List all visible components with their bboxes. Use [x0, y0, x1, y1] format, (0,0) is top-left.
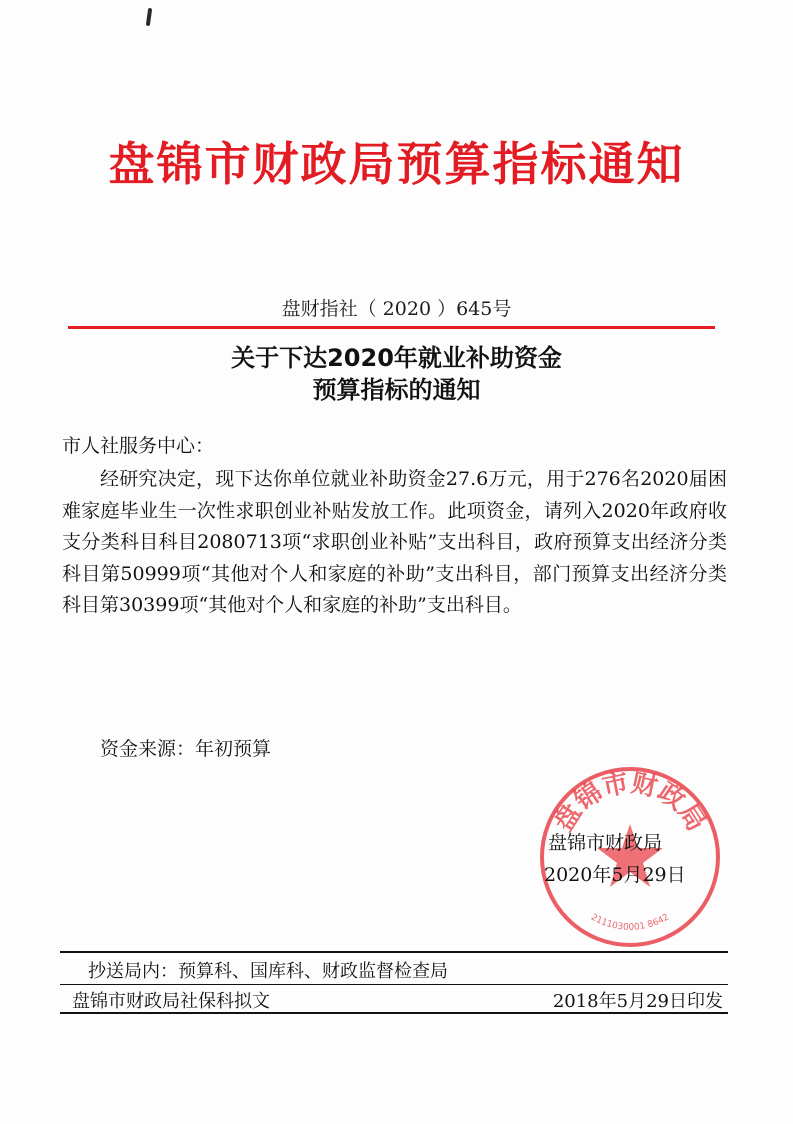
footer-divider-top	[60, 951, 728, 953]
scan-speck	[146, 8, 152, 26]
svg-text:2111030001 8642	[589, 913, 671, 933]
drafter-line: 盘锦市财政局社保科拟文	[72, 991, 270, 1012]
body-paragraph: 经研究决定，现下达你单位就业补助资金27.6万元，用于276名2020届困难家庭毕业生一次性求职创业补贴发放工作。此项资金，请列入2020年政府收支分类科目科目2080713项“求职创业补贴”支出科目，政府预算支出经济分类科目第50999项“其他对个人和家庭的补助”支出科目，部门预算支出经济分类科目第30399项“其他对个人和家庭的补助”支出科目。	[62, 468, 727, 616]
document-number: 盘财指社（ 2020 ）645号	[281, 298, 512, 320]
seal-text: 盘锦市财政局	[548, 768, 712, 837]
footer-divider-middle	[60, 984, 728, 985]
subject-line-1: 关于下达2020年就业补助资金	[231, 344, 562, 372]
cc-distribution: 抄送局内：预算科、国库科、财政监督检查局	[88, 961, 448, 982]
signature-date: 2020年5月29日	[544, 864, 686, 886]
signature-organization: 盘锦市财政局	[548, 832, 663, 854]
document-header-title: 盘锦市财政局预算指标通知	[108, 137, 685, 191]
footer-divider-bottom	[60, 1012, 728, 1014]
fund-source: 资金来源：年初预算	[100, 738, 272, 760]
issue-date: 2018年5月29日印发	[552, 991, 723, 1012]
official-seal-stamp	[535, 762, 725, 952]
seal-serial: 2111030001 8642	[588, 912, 672, 933]
header-red-divider	[68, 326, 715, 329]
addressee: 市人社服务中心：	[62, 435, 215, 457]
subject-line-2: 预算指标的通知	[312, 376, 481, 404]
